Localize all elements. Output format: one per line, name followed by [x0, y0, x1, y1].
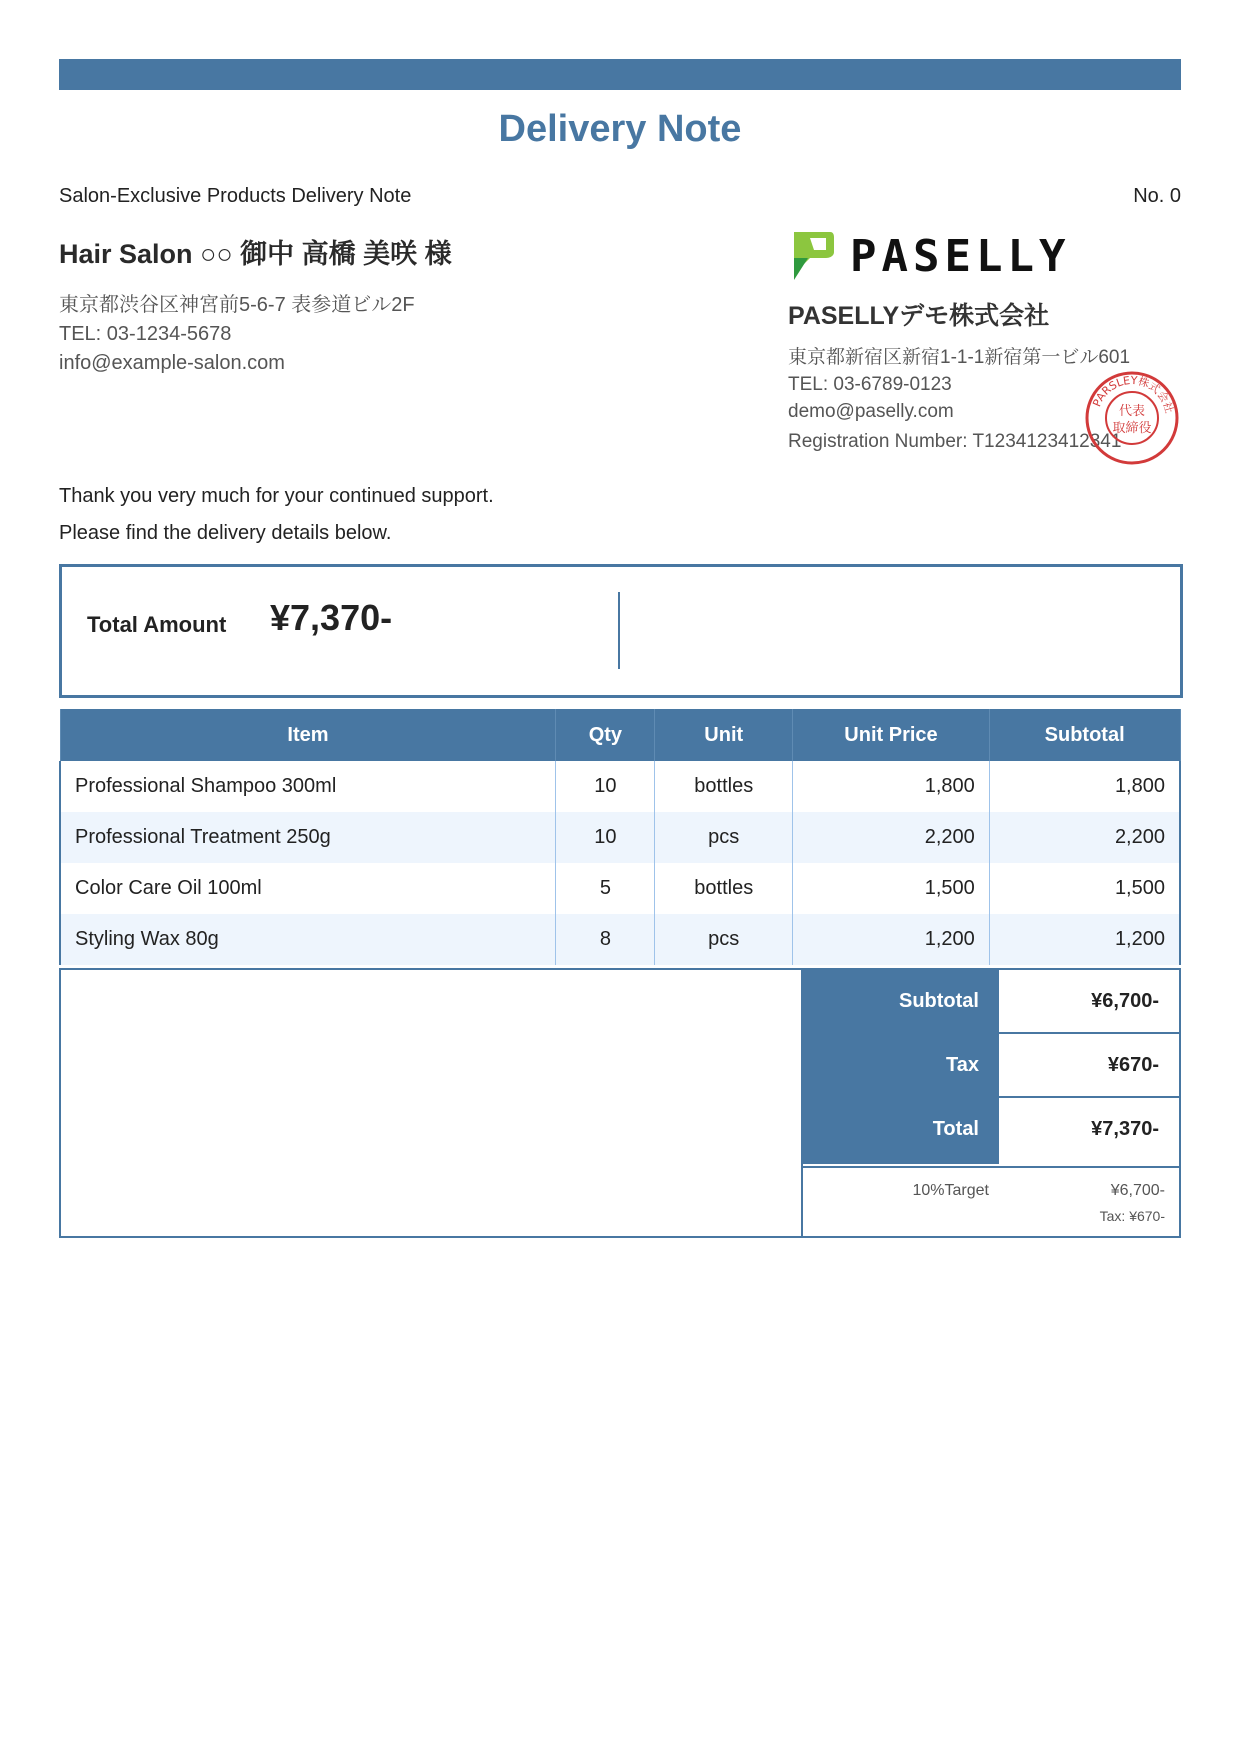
cell-unit: bottles: [655, 761, 793, 812]
cell-unit-price: 1,800: [793, 761, 990, 812]
logo-wordmark: PASELLY: [850, 230, 1071, 282]
cell-item: Professional Shampoo 300ml: [60, 761, 556, 812]
header-subtotal: Subtotal: [989, 709, 1180, 761]
cell-subtotal: 1,800: [989, 761, 1180, 812]
summary-subtotal-row: [803, 970, 1179, 1034]
cell-qty: 5: [556, 863, 655, 914]
cell-subtotal: 1,200: [989, 914, 1180, 965]
cell-unit: bottles: [655, 863, 793, 914]
cell-qty: 10: [556, 812, 655, 863]
header-unit-price: Unit Price: [793, 709, 990, 761]
items-table-header: [60, 709, 1180, 761]
summary-total-label: Total: [803, 1098, 999, 1164]
summary-total-row: [803, 1098, 1179, 1162]
total-amount-divider: [618, 592, 620, 669]
total-amount-value: ¥7,370-: [270, 597, 393, 638]
document-subtitle: Salon-Exclusive Products Delivery Note: [59, 185, 412, 207]
total-amount-box: [59, 564, 1183, 698]
greeting-line-1: Thank you very much for your continued support.: [59, 485, 494, 507]
document-title: Delivery Note: [498, 108, 742, 150]
table-row: [60, 761, 1180, 812]
cell-item: Styling Wax 80g: [60, 914, 556, 965]
document-number: No. 0: [1133, 185, 1181, 207]
svg-text:取締役: 取締役: [1112, 421, 1152, 436]
items-table: [59, 709, 1181, 965]
tax-target-tax: Tax: ¥670-: [1099, 1208, 1165, 1224]
summary-subtotal-value: ¥6,700-: [999, 970, 1179, 1034]
cell-unit: pcs: [655, 812, 793, 863]
summary-section: [59, 968, 1181, 1238]
summary-tax-value: ¥670-: [999, 1034, 1179, 1098]
cell-subtotal: 1,500: [989, 863, 1180, 914]
recipient-name: Hair Salon ○○ 御中 高橋 美咲 様: [59, 239, 452, 269]
table-row: [60, 812, 1180, 863]
issuer-company-name: PASELLYデモ株式会社: [788, 302, 1050, 330]
cell-item: Professional Treatment 250g: [60, 812, 556, 863]
table-row: [60, 914, 1180, 965]
greeting-line-2: Please find the delivery details below.: [59, 522, 392, 544]
cell-qty: 10: [556, 761, 655, 812]
cell-subtotal: 2,200: [989, 812, 1180, 863]
cell-item: Color Care Oil 100ml: [60, 863, 556, 914]
company-logo: [788, 230, 1070, 282]
cell-unit-price: 1,200: [793, 914, 990, 965]
summary-subtotal-label: Subtotal: [803, 970, 999, 1034]
issuer-details: [788, 344, 1130, 425]
tax-target-label: 10%Target: [912, 1182, 989, 1199]
summary-total-value: ¥7,370-: [1091, 1118, 1159, 1140]
cell-qty: 8: [556, 914, 655, 965]
svg-text:代表: 代表: [1118, 404, 1146, 419]
total-amount-label: Total Amount: [87, 612, 227, 637]
issuer-email: demo@paselly.com: [788, 401, 954, 422]
registration-number: Registration Number: T1234123412341: [788, 431, 1122, 452]
cell-unit-price: 1,500: [793, 863, 990, 914]
issuer-tel: TEL: 03-6789-0123: [788, 374, 952, 395]
tax-breakdown: [803, 1166, 1179, 1238]
issuer-address: 東京都新宿区新宿1-1-1新宿第一ビル601: [788, 347, 1131, 368]
header-unit: Unit: [655, 709, 793, 761]
summary-tax-row: [803, 1034, 1179, 1098]
paselly-leaf-icon: [788, 230, 836, 282]
greeting-text: [59, 478, 494, 552]
cell-unit-price: 2,200: [793, 812, 990, 863]
tax-target-value: ¥6,700-: [1110, 1182, 1165, 1199]
recipient-tel: TEL: 03-1234-5678: [59, 323, 232, 345]
recipient-email: info@example-salon.com: [59, 352, 285, 374]
summary-tax-label: Tax: [803, 1034, 999, 1098]
company-seal-stamp: [1084, 370, 1180, 466]
cell-unit: pcs: [655, 914, 793, 965]
header-bar: [59, 59, 1181, 90]
header-qty: Qty: [556, 709, 655, 761]
svg-text:PARSLEY株式会社: PARSLEY株式会社: [1090, 373, 1176, 415]
recipient-address: 東京都渋谷区神宮前5-6-7 表参道ビル2F: [59, 294, 415, 316]
header-item: Item: [60, 709, 556, 761]
table-row: [60, 863, 1180, 914]
recipient-details: [59, 291, 415, 378]
